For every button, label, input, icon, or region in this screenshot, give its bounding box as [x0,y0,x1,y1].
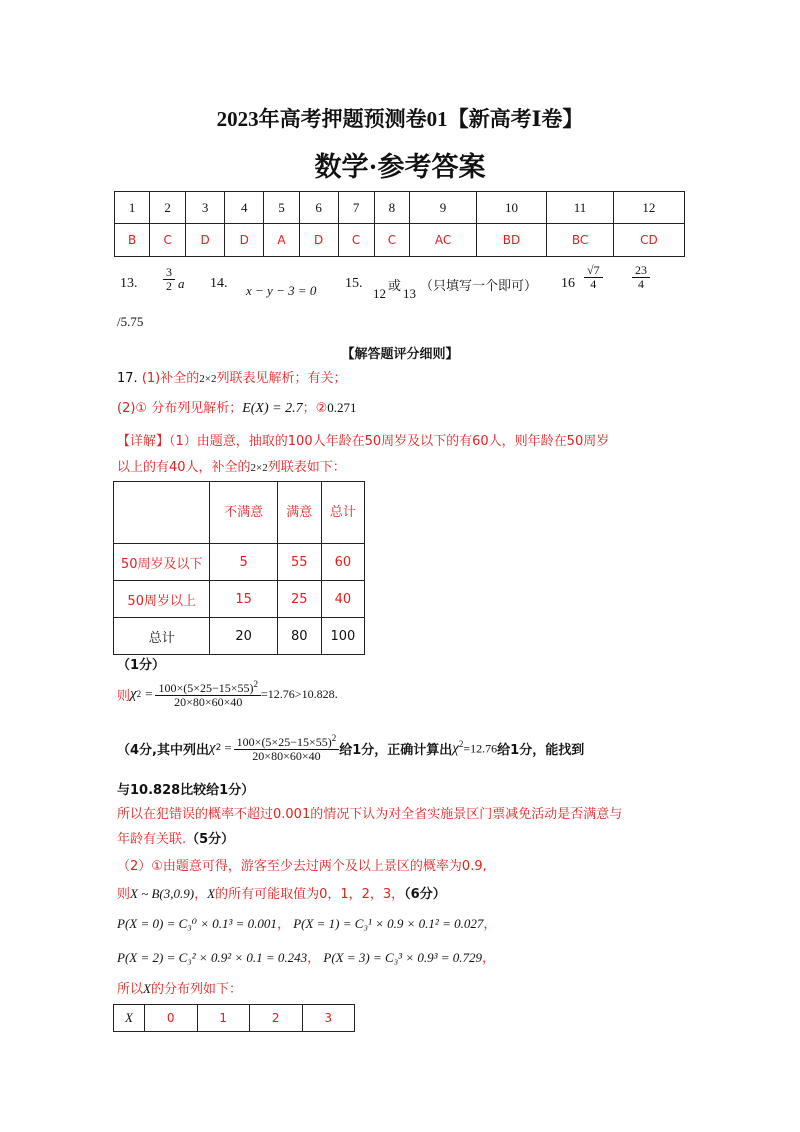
contingency-header-cell: 总计 [321,482,364,544]
p3-formula: P(X = 3) = C₃³ × 0.9³ = 0.729 [323,950,483,965]
contingency-table [113,481,365,655]
answer-cell: BC [547,224,613,257]
q16-alt-answer: /5.75 [117,314,144,329]
question-number-cell: 6 [299,192,338,224]
dist-intro-x: X [143,981,151,996]
page-title: 2023年高考押题预测卷01【新高考Ⅰ卷】 [216,107,584,131]
q14-answer: x − y − 3 = 0 [246,283,317,298]
p0-formula: P(X = 0) = C₃⁰ × 0.1³ = 0.001 [117,916,277,931]
answer-cell: C [150,224,186,257]
answer-cell: D [225,224,264,257]
question-number-cell: 4 [225,192,264,224]
contingency-row [114,581,365,618]
probability-line-1: P(X = 0) = C₃⁰ × 0.1³ = 0.001， P(X = 1) = C₃¹ × 0.9 × 0.1² = 0.027， [117,916,497,931]
q16-answer-1 [584,264,603,290]
q16-answer-2-denominator: 4 [638,276,644,291]
detail-text-1: （1）由题意，抽取的100人年龄在50周岁及以下的有60人，则年龄在50周岁 [169,434,610,449]
q13-variable: a [178,276,185,291]
detail-line1 [117,430,609,449]
rule-text-a: （4分,其中列出 [117,742,209,758]
contingency-row-label: 50周岁以上 [114,581,210,618]
q13-numerator: 3 [163,266,175,280]
detail-tag: 【详解】 [117,434,170,449]
q16-answer-1-numerator: √7 [584,264,603,278]
chi-square-formula: 则 χ 2 = $\frac{100\times(5\times 25-15\times 55)^2}{20\times 80\times 60\times 40}$ =12.76>10.828 . [117,679,338,709]
question-number-cell: 2 [150,192,186,224]
chi-result: =12.76>10.828 [261,686,335,701]
chi-numerator: $100\times(5\times 25-15\times 55)^2$ [155,680,261,696]
conclusion-line1: 所以在犯错误的概率不超过0.001的情况下认为对全省实施景区门票减免活动是否满意与 [117,807,623,822]
probability-line-2: P(X = 2) = C₃² × 0.9² × 0.1 = 0.243， P(X = 3) = C₃³ × 0.9³ = 0.729， [117,950,496,965]
answer-cell: BD [476,224,547,257]
detail-math: 2×2 [250,462,268,474]
answer-cell: CD [613,224,684,257]
question-number-cell: 3 [186,192,225,224]
question-number-cell: 7 [338,192,374,224]
page-subtitle: 数学·参考答案 [314,152,486,182]
chi-fraction [155,680,261,708]
q16-answer-2-numerator: 23 [632,264,650,278]
contingency-cell: 40 [321,581,364,618]
q13-denominator: 2 [166,278,172,293]
contingency-cell: 15 [210,581,277,618]
rule-text-b: 给1分，正确计算出 [339,742,453,758]
rule-text-c: 给1分，能找到 [497,742,585,758]
part2-line1: （2）①由题意可得，游客至少去过两个及以上景区的概率为0.9, [117,859,487,874]
q16-answer-2 [632,264,650,290]
q17-part2: (2)① 分布列见解析； [117,401,243,416]
question-number-cell: 12 [613,192,684,224]
distribution-value-cell: 3 [302,1005,355,1032]
detail-line2 [117,456,346,475]
distribution-value-cell: 0 [145,1005,198,1032]
contingency-cell: 55 [277,544,321,581]
q14-label: 14. [210,276,228,291]
answer-cell: D [186,224,225,257]
rule-denominator: 20×80×60×40 [252,748,321,763]
contingency-header-cell [114,482,210,544]
question-number-cell: 11 [547,192,613,224]
question-number-cell: 10 [476,192,547,224]
dist-intro [117,978,242,997]
detail-text-2a: 以上的有40人，补全的 [117,460,251,475]
p2-formula: P(X = 2) = C₃² × 0.9² × 0.1 = 0.243 [117,950,308,965]
chi-denominator: 20×80×60×40 [174,694,243,709]
part2-score: （6分） [404,887,446,902]
part2-x: X [207,886,216,901]
q15-answer-b: 13 [403,286,416,301]
q17-expectation: E(X) = 2.7 [242,401,303,416]
rule-numerator: $100\times(5\times 25-15\times 55)^2$ [234,734,340,750]
contingency-header-row [114,482,365,544]
q13-answer [163,266,175,292]
q17-label: 17. [117,371,138,386]
q17-probability: 0.271 [327,400,357,415]
q15-or: 或 [388,278,402,293]
detail-text-2b: 列联表如下： [267,460,346,475]
answer-cell: C [338,224,374,257]
q13-label: 13. [120,276,138,291]
conclusion-score: （5分） [186,832,235,847]
q17-part1: (1)补全的 [141,371,200,386]
answer-table-numbers [115,192,685,224]
q16-label: 16 [561,276,575,291]
dist-intro-a: 所以 [117,982,144,997]
contingency-row [114,618,365,655]
answer-cell: C [374,224,410,257]
q17-part2-sep: ；② [302,401,328,416]
fill-in-answers [120,262,680,308]
question-number-cell: 5 [264,192,299,224]
score-1: （1分） [117,658,166,673]
distribution-row [114,1005,355,1032]
contingency-cell: 5 [210,544,277,581]
conclusion-text: 年龄有关联. [117,832,187,847]
q17-part1-math: 2×2 [199,373,217,385]
conclusion-line2 [117,828,234,847]
section-title: 【解答题评分细则】 [341,347,459,362]
contingency-cell: 20 [210,618,277,655]
q17-summary-line1 [117,367,346,386]
question-number-cell: 8 [374,192,410,224]
chi-prefix: 则 [117,688,131,704]
answer-table-answers [115,224,685,257]
rule-chi-value: =12.76 [463,741,498,756]
answer-cell: AC [410,224,476,257]
contingency-header-cell: 不满意 [210,482,277,544]
question-number-cell: 1 [115,192,150,224]
p1-formula: P(X = 1) = C₃¹ × 0.9 × 0.1² = 0.027 [293,916,484,931]
contingency-cell: 80 [277,618,321,655]
answer-cell: A [264,224,299,257]
distribution-value-cell: 2 [250,1005,303,1032]
q15-label: 15. [345,276,363,291]
distribution-value-cell: 1 [197,1005,250,1032]
contingency-row-label: 50周岁及以下 [114,544,210,581]
contingency-cell: 60 [321,544,364,581]
rule-fraction [234,734,340,762]
part2-then: 则 [117,887,131,902]
answer-table [114,191,685,257]
answer-cell: B [115,224,150,257]
q17-part1-end: 列联表见解析；有关； [216,371,347,386]
scoring-rule-line2: 与10.828比较给1分） [117,783,255,798]
scoring-rule: （4分,其中列出 χ 2 = $\frac{100\times(5\times 25-15\times 55)^2}{20\times 80\times 60\times 40}$ 给1分，正确计算出 $\chi^2=12.76$ 给1分，能找到 [117,733,585,763]
contingency-cell: 100 [321,618,364,655]
part2-line2 [117,883,446,902]
chi-symbol: χ [130,685,137,702]
part2-values: 的所有可能取值为0，1，2，3， [215,887,405,902]
question-number-cell: 9 [410,192,476,224]
contingency-row [114,544,365,581]
contingency-row-label: 总计 [114,618,210,655]
contingency-header-cell: 满意 [277,482,321,544]
contingency-cell: 25 [277,581,321,618]
distribution-header-cell: X [114,1005,145,1032]
q15-answer-a: 12 [373,286,386,301]
binomial-dist: X ~ B(3,0.9) [130,886,195,901]
distribution-table [113,1004,355,1032]
part2-comma: ， [194,887,208,902]
answer-cell: D [299,224,338,257]
dist-intro-b: 的分布列如下： [150,982,242,997]
q17-summary-line2 [117,397,356,417]
q15-note: （只填写一个即可） [420,278,538,293]
q16-answer-1-denominator: 4 [590,276,597,291]
